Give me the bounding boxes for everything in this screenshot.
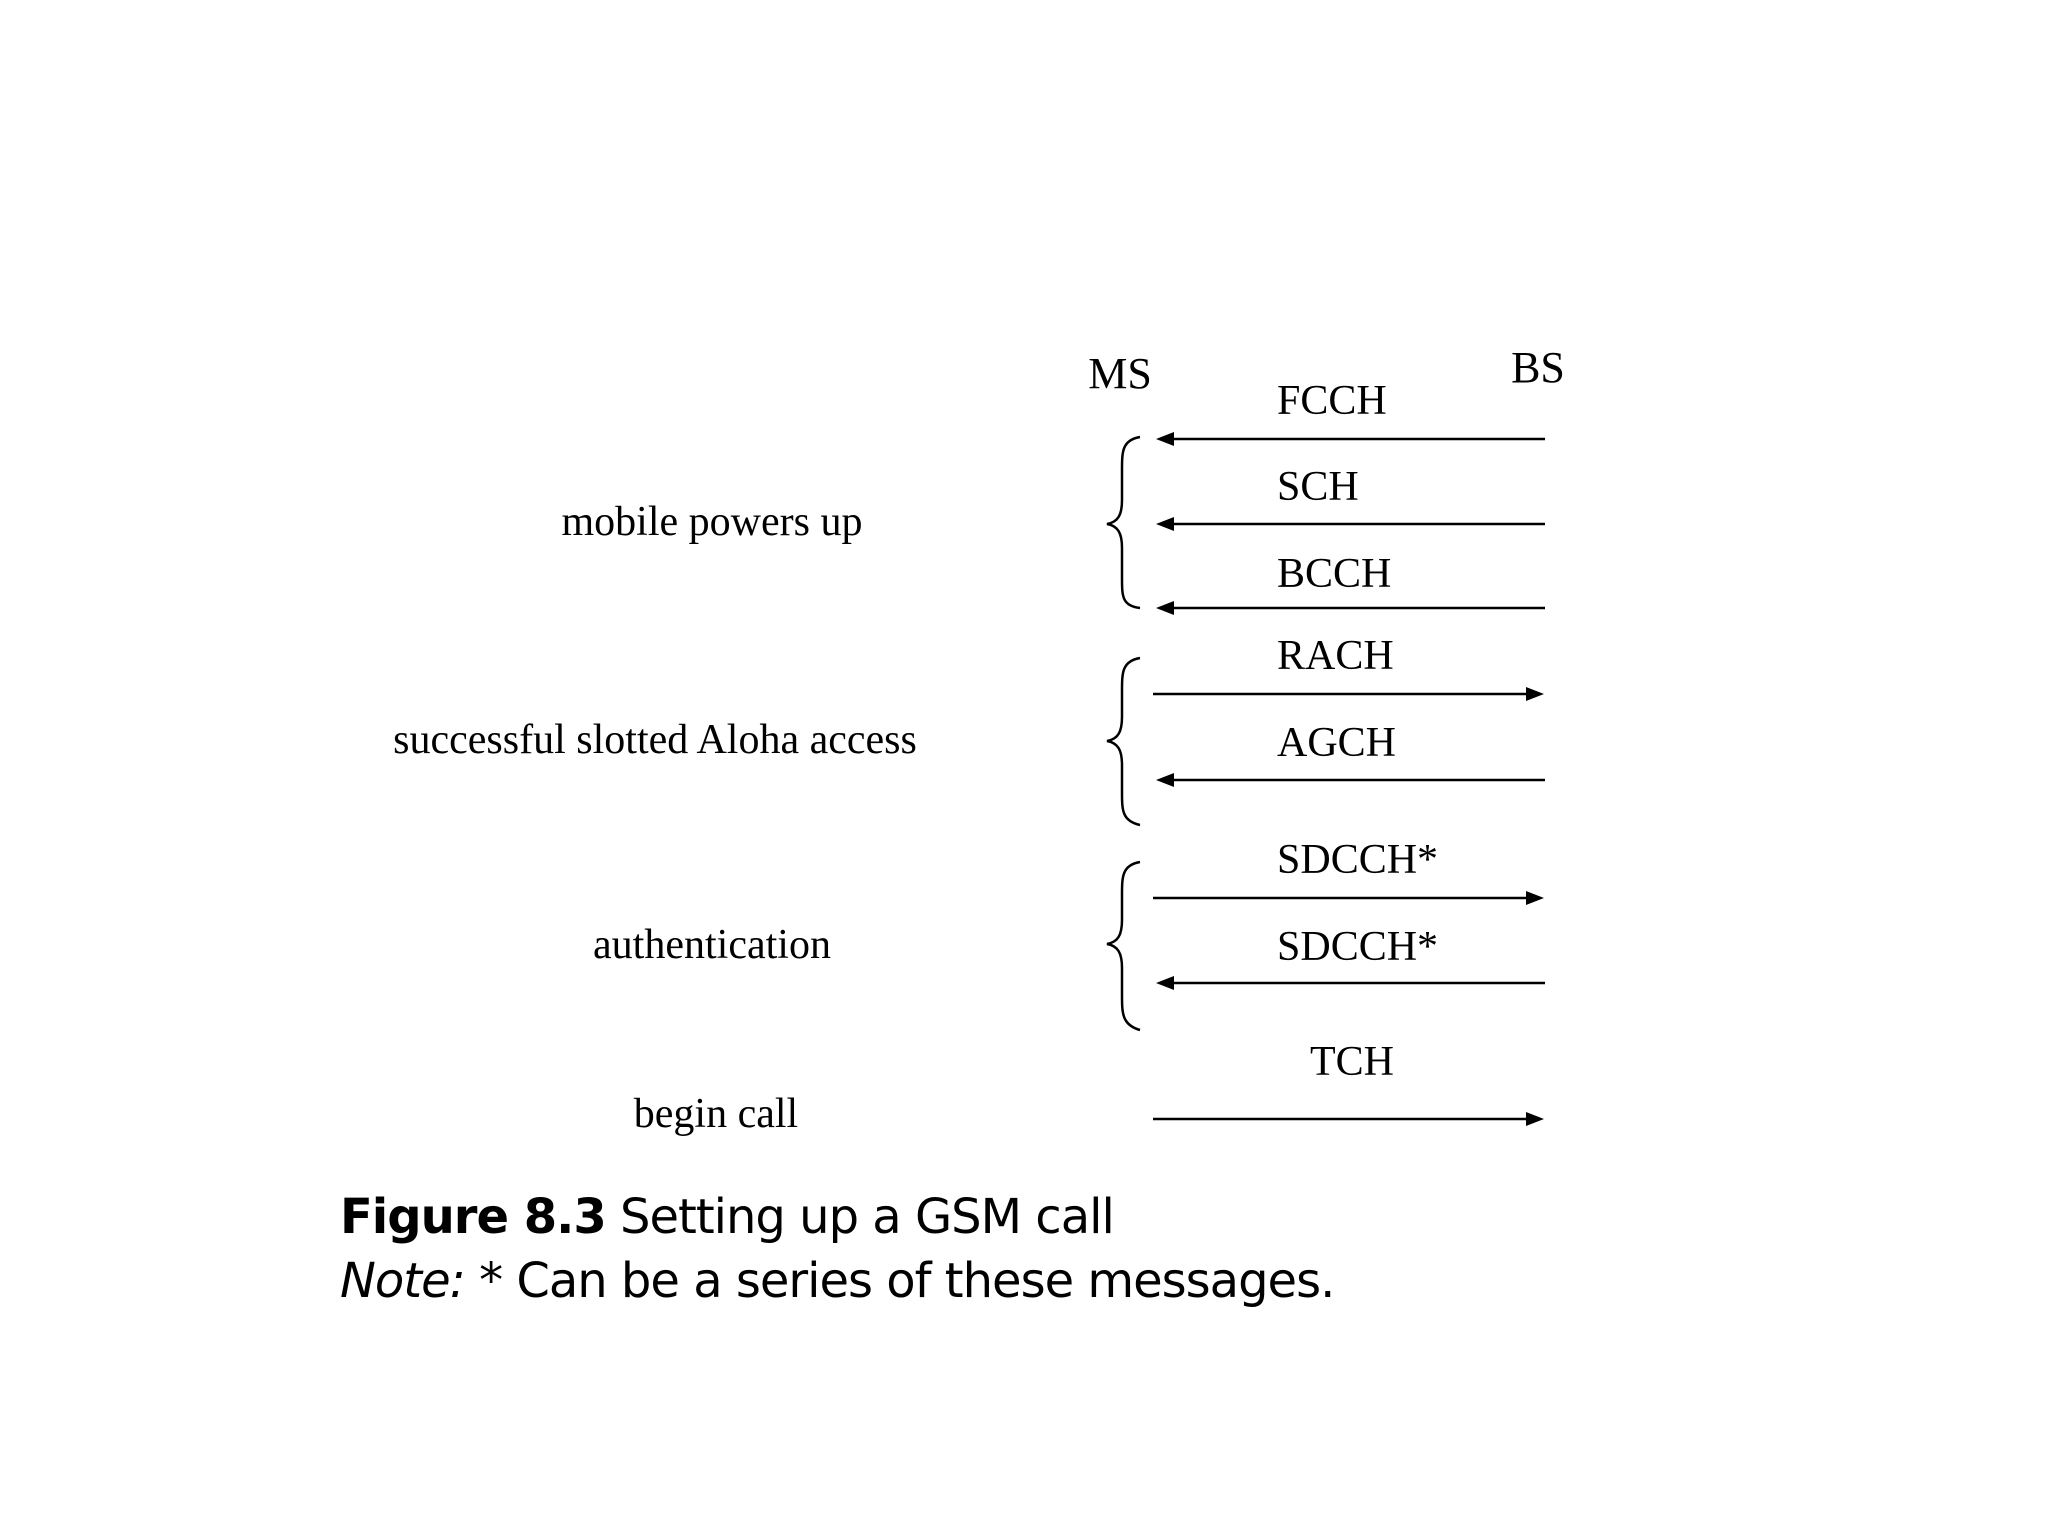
note-text: * Can be a series of these messages.: [479, 1253, 1335, 1309]
message-arrow-agch: [1156, 773, 1545, 787]
message-arrow-tch: [1153, 1112, 1544, 1126]
stage-label-begin-call: begin call: [633, 1091, 799, 1137]
stage-brace-mobile-powers-up: [1107, 437, 1140, 608]
stage-brace-slotted-aloha-access: [1107, 658, 1140, 825]
figure-caption: [340, 1185, 1334, 1313]
message-label-agch: AGCH: [1277, 720, 1397, 766]
figure-title: Setting up a GSM call: [620, 1189, 1114, 1245]
figure-number: Figure 8.3: [340, 1189, 606, 1245]
message-arrow-sdcch-downlink: [1156, 976, 1545, 990]
stage-label-mobile-powers-up: mobile powers up: [561, 499, 863, 545]
stage-brace-authentication: [1107, 862, 1140, 1030]
message-arrow-sch: [1156, 517, 1545, 531]
message-arrow-bcch: [1156, 601, 1545, 615]
entity-bs-label: BS: [1511, 343, 1565, 392]
message-label-sdcch-uplink: SDCCH*: [1277, 837, 1439, 883]
message-arrow-fcch: [1156, 432, 1545, 446]
caption-title-line: [340, 1185, 1334, 1249]
message-label-rach: RACH: [1277, 633, 1394, 679]
message-label-fcch: FCCH: [1277, 378, 1387, 424]
stage-label-authentication: authentication: [593, 922, 831, 968]
message-label-tch: TCH: [1310, 1039, 1394, 1085]
entity-ms-label: MS: [1088, 349, 1152, 398]
message-label-bcch: BCCH: [1277, 551, 1392, 597]
note-label: Note:: [340, 1253, 465, 1309]
message-arrow-sdcch-uplink: [1153, 891, 1544, 905]
message-arrow-rach: [1153, 687, 1544, 701]
message-label-sch: SCH: [1277, 464, 1359, 510]
stage-label-slotted-aloha-access: successful slotted Aloha access: [393, 717, 917, 763]
caption-note-line: [340, 1249, 1334, 1313]
message-label-sdcch-downlink: SDCCH*: [1277, 924, 1439, 970]
